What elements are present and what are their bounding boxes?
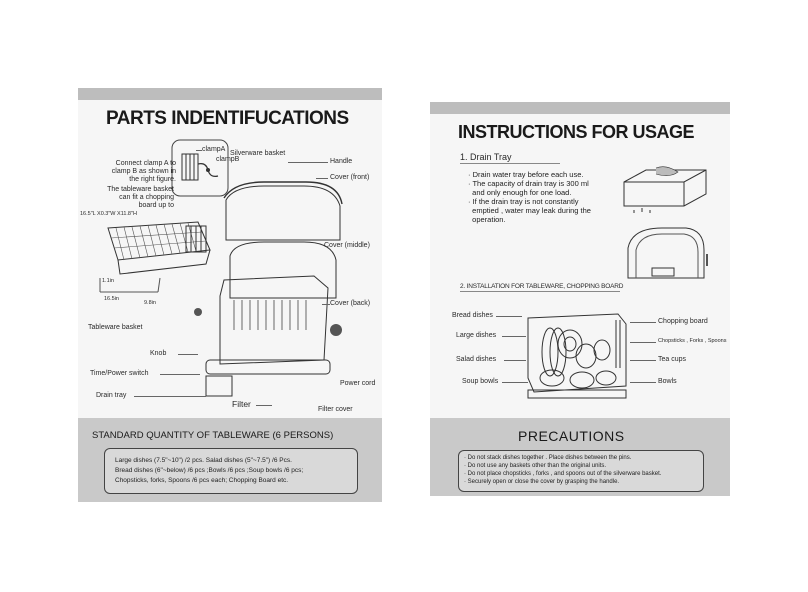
large-dishes-label: Large dishes [456, 332, 497, 339]
cover-back-label: Cover (back) [330, 300, 371, 307]
clamp-b-label: clampB [216, 156, 240, 163]
installation-section: 2. INSTALLATION FOR TABLEWARE, CHOPPING BOARD [460, 283, 624, 290]
standard-quantity-title: STANDARD QUANTITY OF TABLEWARE (6 PERSONS) [92, 430, 334, 441]
drain-tray-leader [134, 396, 206, 397]
bread-dishes-leader [496, 316, 522, 317]
chopping-board-leader [630, 322, 656, 323]
time-power-switch-label: Time/Power switch [90, 370, 149, 377]
drain-bullet-1: · Drain water tray before each use. [468, 170, 584, 179]
dim-width: 9.8in [144, 300, 156, 306]
clamp-note-1: Connect clamp A to [115, 160, 176, 167]
silverware-basket-label: Silverware basket [230, 150, 286, 157]
drain-bullet-6: operation. [472, 215, 506, 224]
handle-leader [288, 162, 328, 163]
clamp-a-label: clampA [202, 146, 226, 153]
standard-quantity-band [78, 418, 382, 502]
chopping-board-label: Chopping board [658, 318, 708, 325]
cover-front-label: Cover (front) [330, 174, 370, 181]
standard-line-3: Chopsticks, forks, Spoons /6 pcs each; Chopping Board etc. [115, 477, 289, 484]
tea-cups-label: Tea cups [658, 356, 687, 363]
installation-diagram [522, 304, 630, 404]
precautions-band [430, 418, 730, 496]
precaution-4: · Securely open or close the cover by grasping the handle. [464, 479, 620, 485]
tea-cups-leader [630, 360, 656, 361]
drain-bullet-3: and only enough for one load. [472, 188, 572, 197]
instructions-title: INSTRUCTIONS FOR USAGE [458, 122, 695, 142]
standard-line-2: Bread dishes (6"~below) /6 pcs ;Bowls /6 pcs ;Soup bowls /6 pcs; [115, 467, 304, 474]
drain-tray-label: Drain tray [96, 392, 127, 399]
precautions-title: PRECAUTIONS [518, 428, 625, 444]
precautions-box [458, 450, 704, 492]
cover-middle-label: Cover (middle) [324, 242, 370, 249]
soup-bowls-label: Soup bowls [462, 378, 499, 385]
knob-label: Knob [150, 350, 167, 357]
precaution-1: · Do not stack dishes together . Place dishes between the pins. [464, 455, 632, 461]
knob-leader [178, 354, 198, 355]
tableware-basket-label: Tableware basket [88, 324, 143, 331]
chopsticks-leader [630, 342, 656, 343]
board-note-2: can fit a chopping [119, 194, 174, 201]
board-size: 16.5"L X0.3"W X11.8"H [80, 211, 137, 217]
clamp-a-leader [196, 150, 202, 151]
board-note-1: The tableware basket [107, 186, 174, 193]
dim-length: 16.5in [104, 296, 119, 302]
precaution-2: · Do not use any baskets other than the original units. [464, 463, 607, 469]
handle-label: Handle [330, 158, 353, 165]
bread-dishes-label: Bread dishes [452, 312, 493, 319]
chopsticks-label: Chopsticks , Forks , Spoons [658, 338, 727, 344]
clamp-note-2: clamp B as shown in [111, 168, 176, 175]
bowls-label: Bowls [658, 378, 677, 385]
salad-dishes-label: Salad dishes [456, 356, 497, 363]
filter-label: Filter [232, 399, 251, 409]
left-top-bar [78, 88, 382, 100]
dryer-exploded-illustration [194, 180, 344, 410]
dim-height: 1.1in [102, 278, 114, 284]
drain-bullets [468, 170, 591, 224]
filter-cover-label: Filter cover [318, 406, 353, 413]
section2-underline [460, 291, 620, 292]
bowls-leader [630, 382, 656, 383]
dryer-unit-illustration [622, 224, 708, 284]
drain-tray-section: 1. Drain Tray [460, 152, 512, 162]
standard-quantity-box [104, 448, 358, 494]
drain-bullet-4: · If the drain tray is not constantly [468, 197, 579, 206]
drain-bullet-5: emptied , water may leak during the [472, 206, 591, 215]
cover-back-leader [322, 304, 330, 305]
standard-line-1: Large dishes (7.5"~10") /2 pcs. Salad dishes (5"~7.5") /6 Pcs. [115, 457, 292, 464]
drain-tray-illustration [620, 164, 710, 214]
right-page [430, 102, 730, 496]
clamp-note-3: the right figure. [129, 176, 176, 183]
left-page [78, 88, 382, 502]
cover-front-leader [316, 178, 328, 179]
board-note-3: board up to [138, 202, 174, 209]
power-cord-label: Power cord [340, 380, 376, 387]
right-top-bar [430, 102, 730, 114]
switch-leader [160, 374, 200, 375]
precaution-3: · Do not place chopsticks , forks , and spoons out of the silverware basket. [464, 471, 662, 477]
drain-bullet-2: · The capacity of drain tray is 300 ml [468, 179, 589, 188]
parts-title: PARTS INDENTIFUCATIONS [106, 108, 349, 129]
filter-leader [256, 405, 272, 406]
section1-underline [460, 163, 560, 164]
